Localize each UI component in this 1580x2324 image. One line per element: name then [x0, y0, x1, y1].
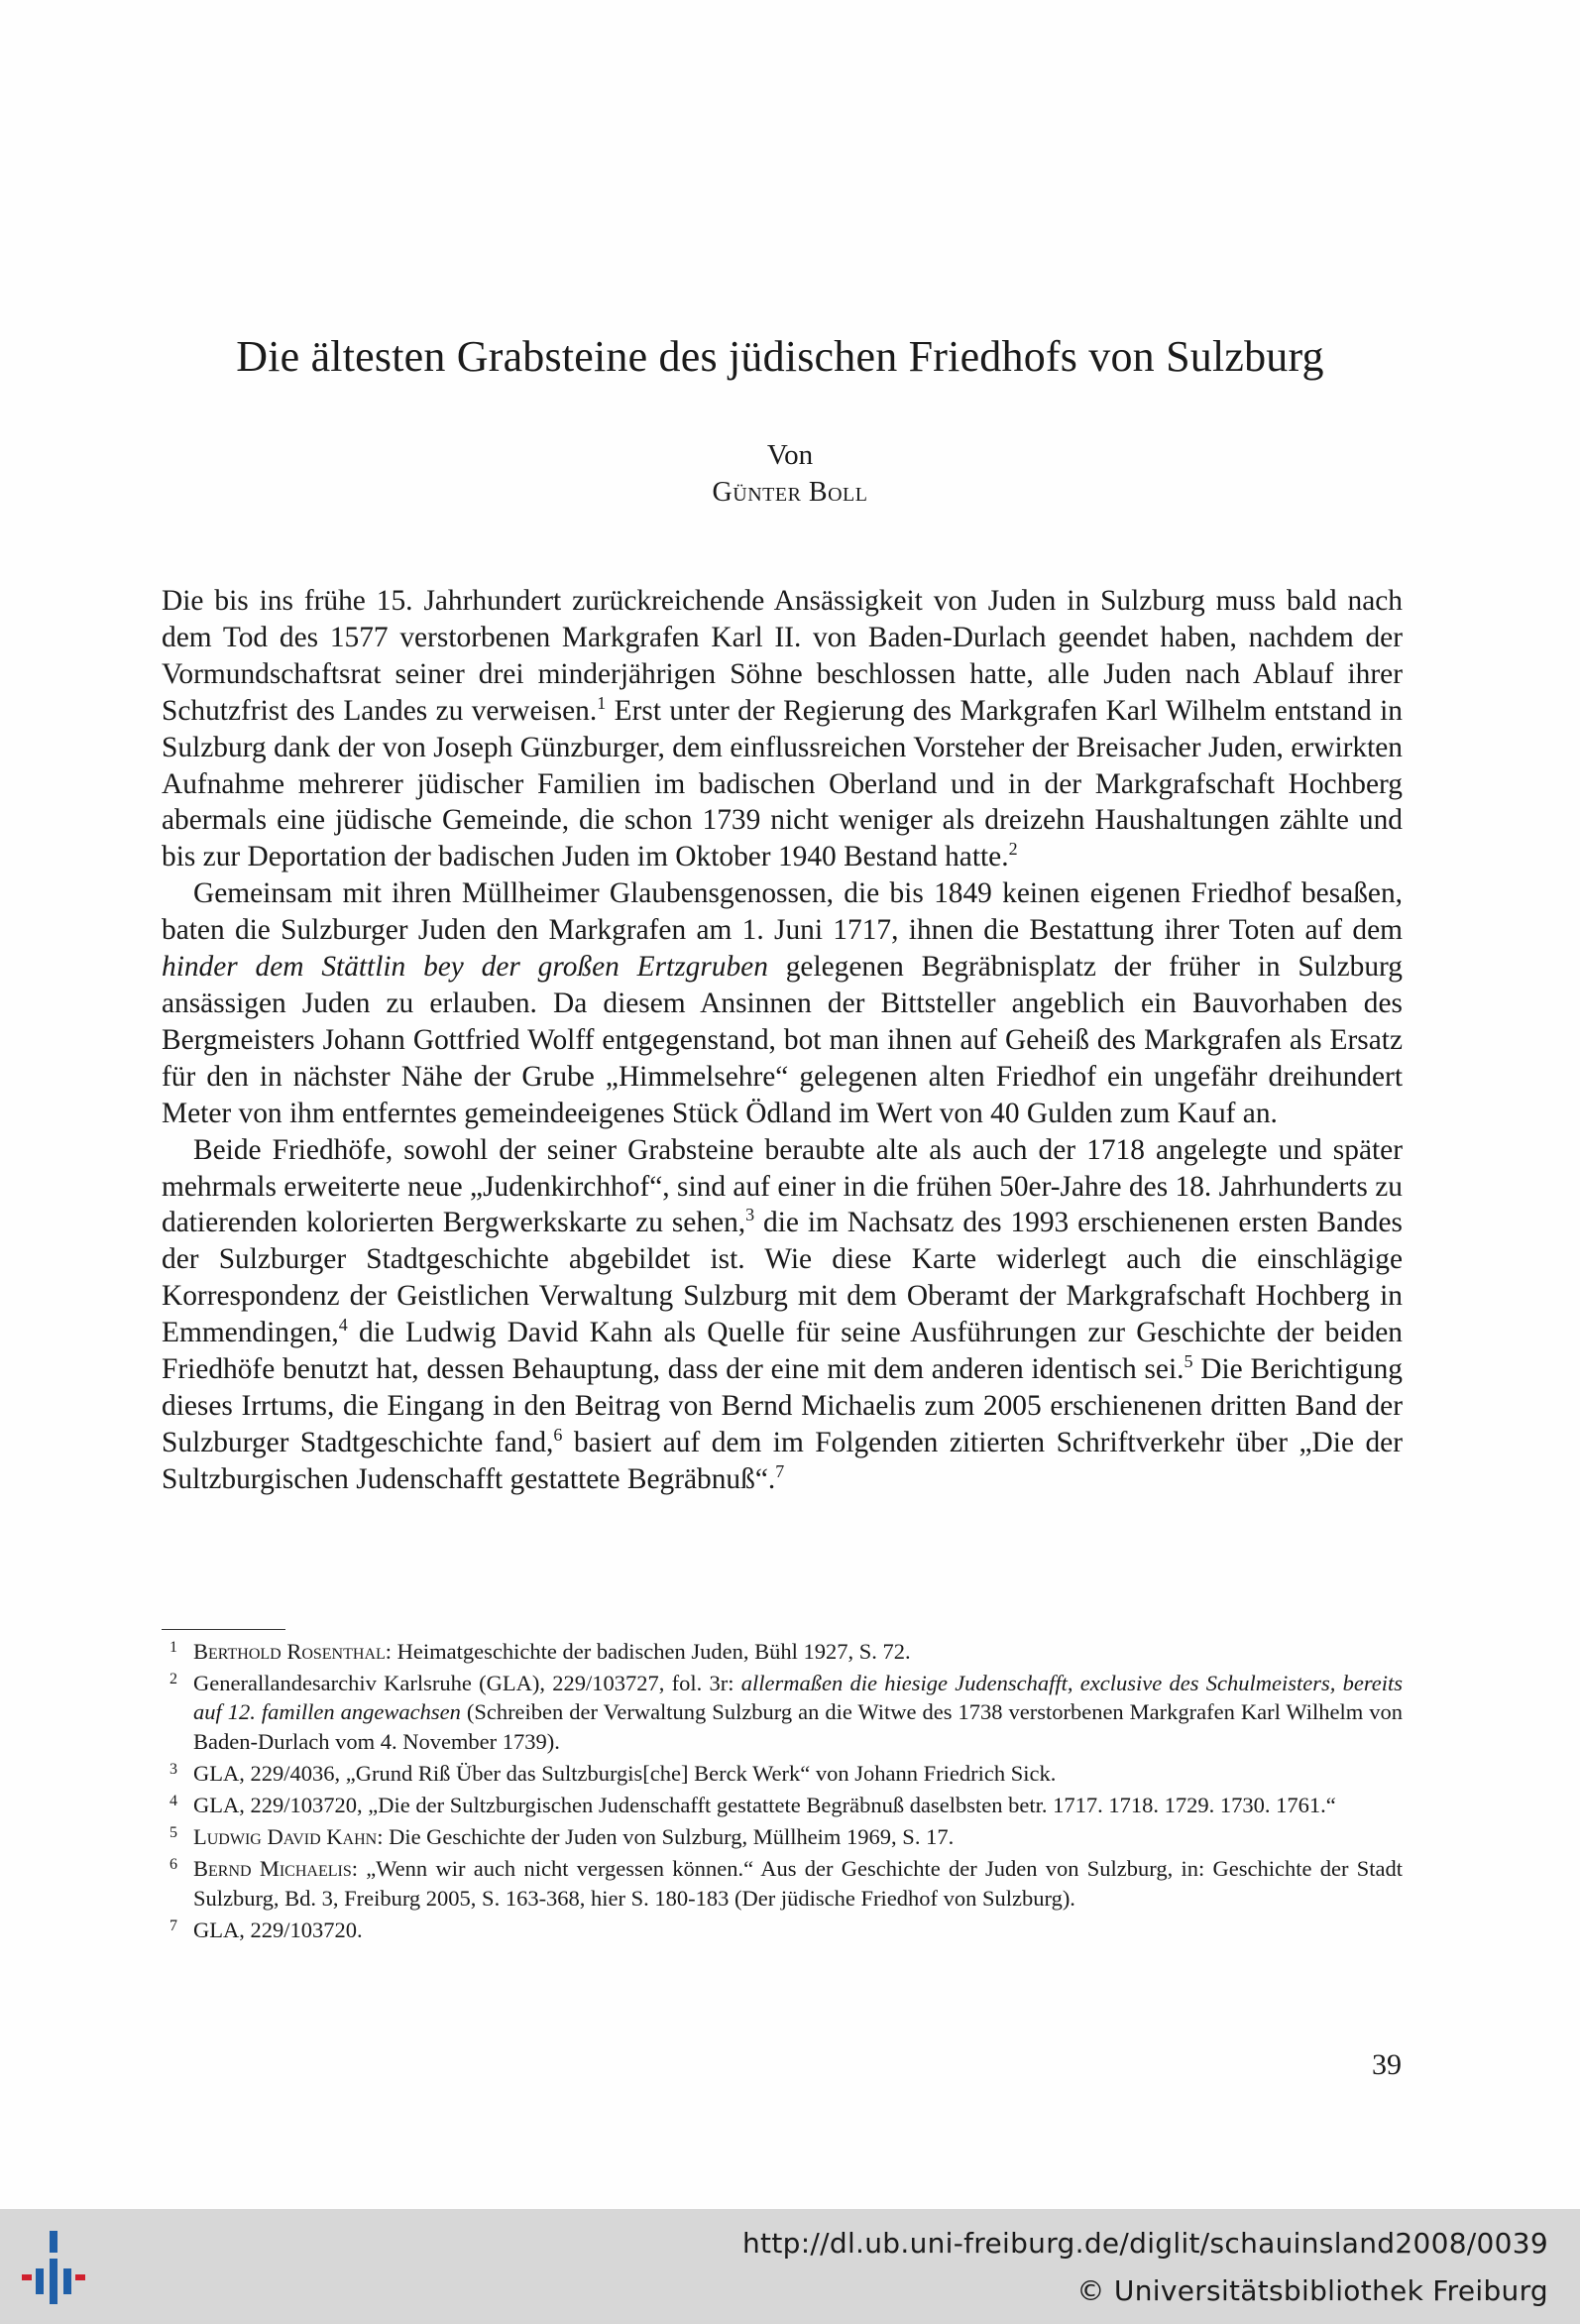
footnote-number: 7 — [169, 1917, 177, 1934]
paragraph-3 — [162, 1132, 1403, 1498]
footnote-number: 4 — [169, 1793, 177, 1810]
footnote-number: 2 — [169, 1671, 177, 1688]
paragraph-1 — [162, 583, 1403, 875]
footnote-7 — [162, 1916, 1403, 1944]
article-body — [162, 583, 1403, 1498]
author-name: Günter Boll — [712, 477, 868, 508]
paragraph-2 — [162, 875, 1403, 1131]
footnote-ref: 2 — [1008, 839, 1018, 860]
footnote-number: 1 — [169, 1639, 177, 1656]
quoted-source: hinder dem Stättlin bey der großen Ertzgruben — [162, 951, 768, 984]
footnote-6 — [162, 1854, 1403, 1912]
library-footer — [0, 2209, 1580, 2324]
paragraph-text: gelegenen Begräbnisplatz der früher in Sulzburg ansässigen Juden zu erlauben. Da diesem Ansinnen der Bittsteller angeblich ein Bauvorhaben des Bergmeisters Johann Gottfried Wolff entgegenstand, bot man ihnen auf Geheiß des Markgrafen als Ersatz für den in nächster Nähe der Grube „Himmelsehre“ gelegenen alten Friedhof ein ungefähr dreihundert Meter von ihm entferntes gemeindeeigenes Stück Ödland im Wert von 40 Gulden zum Kauf an. — [162, 951, 1403, 1129]
footnote-number: 5 — [169, 1824, 177, 1842]
paragraph-text: basiert auf dem im Folgenden zitierten Schriftverkehr über „Die der Sultzburgischen Judenschafft gestattete Begräbnuß“. — [162, 1426, 1403, 1495]
paragraph-text: Gemeinsam mit ihren Müllheimer Glaubensgenossen, die bis 1849 keinen eigenen Friedhof besaßen, baten die Sulzburger Juden den Markgrafen am 1. Juni 1717, ihnen die Bestattung ihrer Toten auf dem — [162, 877, 1403, 947]
footnote-ref: 7 — [775, 1460, 785, 1481]
copyright-notice: © Universitätsbibliothek Freiburg — [1076, 2274, 1548, 2307]
paragraph-text: die im Nachsatz des 1993 erschienenen ersten Bandes der Sulzburger Stadtgeschichte abgebildet ist. Wie diese Karte widerlegt auch die einschlägige Korrespondenz der Geistlichen Verwaltung Sulzburg mit dem Oberamt der Markgrafschaft Hochberg in Emmendingen, — [162, 1207, 1403, 1349]
footnote-5 — [162, 1822, 1403, 1851]
footnote-text: (Schreiben der Verwaltung Sulzburg an die Witwe des 1738 verstorbenen Markgrafen Karl Wilhelm von Baden-Durlach vom 4. November 1739). — [193, 1699, 1403, 1754]
footnote-ref: 1 — [597, 692, 607, 713]
paragraph-text: die Ludwig David Kahn als Quelle für seine Ausführungen zur Geschichte der beiden Friedhöfe benutzt hat, dessen Behauptung, dass der eine mit dem anderen identisch sei. — [162, 1317, 1403, 1386]
footnote-number: 3 — [169, 1760, 177, 1778]
university-library-logo-icon — [20, 2229, 99, 2308]
footnote-author: Berthold Rosenthal — [193, 1639, 386, 1664]
paragraph-text: Erst unter der Regierung des Markgrafen Karl Wilhelm entstand in Sulzburg dank der von Joseph Günzburger, dem einflussreichen Vorsteher der Breisacher Juden, erwirkten Aufnahme mehrerer jüdischer Familien im badischen Oberland und in der Markgrafschaft Hochberg abermals eine jüdische Gemeinde, die schon 1739 nicht weniger als dreizehn Haushaltungen zählte und bis zur Deportation der badischen Juden im Oktober 1940 Bestand hatte. — [162, 694, 1403, 873]
footnote-author: Bernd Michaelis — [193, 1856, 352, 1882]
paragraph-text: Beide Friedhöfe, sowohl der seiner Grabsteine beraubte alte als auch der 1718 angelegte und später mehrmals erweiterte neue „Judenkirchhof“, sind auf einer in die frühen 50er-Jahre des 18. Jahrhunderts zu datierenden kolorierten Bergwerkskarte zu sehen, — [162, 1133, 1403, 1239]
footnote-text: Generallandesarchiv Karlsruhe (GLA), 229/103727, fol. 3r: — [193, 1671, 741, 1696]
paragraph-text: Die bis ins frühe 15. Jahrhundert zurückreichende Ansässigkeit von Juden in Sulzburg muss bald nach dem Tod des 1577 verstorbenen Markgrafen Karl II. von Baden-Durlach geendet haben, nachdem der Vormundschaftsrat seiner drei minderjährigen Söhne beschlossen hatte, alle Juden nach Ablauf ihrer Schutzfrist des Landes zu verweisen. — [162, 585, 1403, 727]
footnotes — [162, 1637, 1403, 1947]
footnote-text: GLA, 229/103720, „Die der Sultzburgischen Judenschafft gestattete Begräbnuß daselbsten betr. 1717. 1718. 1729. 1730. 1761.“ — [193, 1793, 1336, 1818]
footnote-4 — [162, 1791, 1403, 1819]
footnote-number: 6 — [169, 1856, 177, 1874]
footnote-text: : Die Geschichte der Juden von Sulzburg, Müllheim 1969, S. 17. — [377, 1824, 955, 1850]
paragraph-text: Die Berichtigung dieses Irrtums, die Eingang in den Beitrag von Bernd Michaelis zum 2005 erschienenen dritten Band der Sulzburger Stadtgeschichte fand, — [162, 1353, 1403, 1458]
footnote-ref: 5 — [1184, 1351, 1193, 1372]
footnote-1 — [162, 1637, 1403, 1666]
byline — [0, 436, 1580, 512]
footnote-text: : Heimatgeschichte der badischen Juden, Bühl 1927, S. 72. — [385, 1639, 911, 1664]
document-url-link[interactable]: http://dl.ub.uni-freiburg.de/diglit/schauinsland2008/0039 — [742, 2227, 1548, 2260]
footnote-ref: 6 — [553, 1425, 563, 1446]
footnote-3 — [162, 1759, 1403, 1788]
footnote-text: : „Wenn wir auch nicht vergessen können.“ Aus der Geschichte der Juden von Sulzburg, in: Geschichte der Stadt Sulzburg, Bd. 3, Freiburg 2005, S. 163-368, hier S. 180-183 (Der jüdische Friedhof von Sulzburg). — [193, 1856, 1404, 1911]
footnote-text: GLA, 229/103720. — [193, 1917, 363, 1942]
article-title: Die ältesten Grabsteine des jüdischen Friedhofs von Sulzburg — [236, 332, 1324, 381]
footnote-2 — [162, 1669, 1403, 1756]
footnote-divider — [162, 1629, 285, 1630]
footnote-text: GLA, 229/4036, „Grund Riß Über das Sultzburgis[che] Berck Werk“ von Johann Friedrich Sick. — [193, 1760, 1057, 1786]
byline-von: Von — [766, 439, 814, 471]
footnote-author: Ludwig David Kahn — [193, 1824, 378, 1850]
footnote-quote: allermaßen die hiesige Judenschafft, exclusive des Schulmeisters, bereits auf 12. famillen angewachsen — [193, 1671, 1403, 1725]
page-number: 39 — [1372, 2048, 1402, 2081]
footnote-ref: 4 — [338, 1315, 348, 1336]
footnote-ref: 3 — [745, 1205, 755, 1225]
